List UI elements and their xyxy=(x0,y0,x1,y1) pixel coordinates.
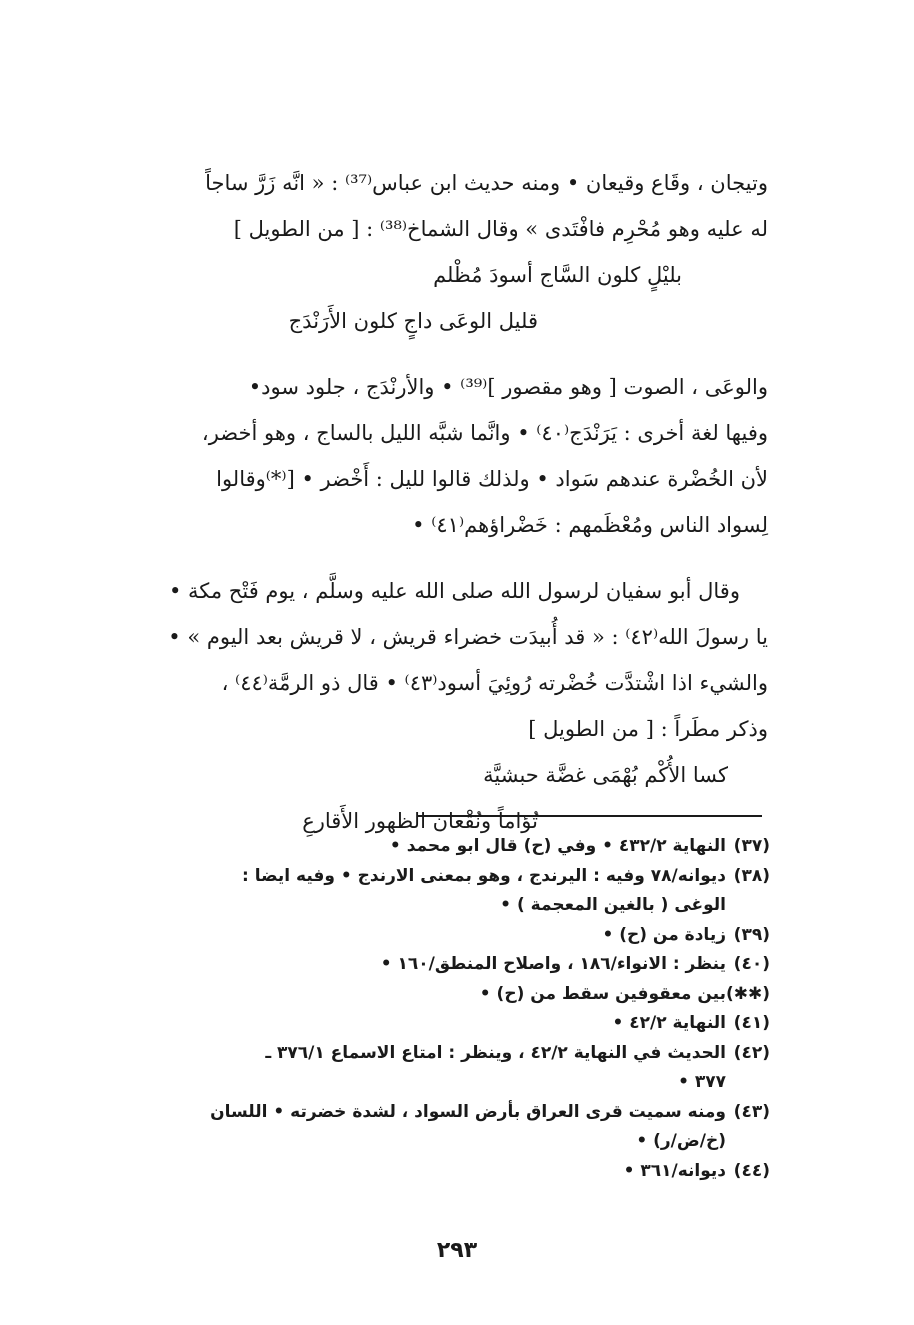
text-line: وفيها لغة أخرى : يَرَنْدَج⁽٤٠⁾ • وانَّما شبَّه الليل بالساج ، وهو أخضر، xyxy=(201,421,768,445)
verse-line: بليْلٍ كلون السَّاج أسودَ مُظْلم xyxy=(433,263,682,287)
text-line: يا رسولَ الله⁽٤٢⁾ : « قد أُبيدَت خضراء قريش ، لا قريش بعد اليوم » • xyxy=(168,625,768,649)
footnote-continuation: (خ/ض/ر) • xyxy=(636,1131,726,1151)
text-line: له عليه وهو مُحْرِم فافْتَدى » وقال الشماخ⁽³⁸⁾ : [ من الطويل ] xyxy=(233,217,768,241)
footnote xyxy=(105,921,770,951)
footnote-number: (٤٠) xyxy=(733,954,770,974)
footnote xyxy=(105,1157,770,1187)
text-line: والشيء اذا اشْتدَّت خُضْرته رُوئِيَ أسود⁽٤٣⁾ • قال ذو الرمَّة⁽٤٤⁾ ، xyxy=(221,671,768,695)
text-line: وذكر مطَراً : [ من الطويل ] xyxy=(528,717,768,741)
text-line: وقال أبو سفيان لرسول الله صلى الله عليه وسلَّم ، يوم فَتْح مكة • xyxy=(168,579,740,603)
text-line: لِسواد الناس ومُعْظَمهم : خَضْراؤهم⁽٤١⁾ • xyxy=(412,513,768,537)
footnotes xyxy=(105,832,770,1186)
footnote-text: ديوانه/٧٨ وفيه : اليرندج ، وهو بمعنى الارندج • وفيه ايضا : xyxy=(242,865,726,886)
footnote-text: ديوانه/٣٦١ • xyxy=(623,1160,726,1181)
footnote xyxy=(105,862,770,892)
footnote-number: (٤١) xyxy=(733,1013,770,1033)
footnote-number: (٣٩) xyxy=(733,924,770,945)
footnote-text: بين معقوفين سقط من (ح) • xyxy=(479,983,726,1004)
text-line: والوعَى ، الصوت [ وهو مقصور ]⁽³⁹⁾ • والأرنْدَج ، جلود سود• xyxy=(248,375,768,399)
footnote-text: ينظر : الانواء/١٨٦ ، واصلاح المنطق/١٦٠ • xyxy=(380,954,726,974)
footnote-number: (٤٤) xyxy=(733,1160,770,1181)
footnote-number: (✱✱) xyxy=(725,983,770,1004)
footnote xyxy=(105,1009,770,1039)
page-number: ٢٩٣ xyxy=(436,1238,478,1263)
footnote-number: (٣٧) xyxy=(733,836,770,856)
verse-line: قليل الوعَى داجٍ كلون الأَرَنْدَج xyxy=(288,309,538,333)
footnote-continuation: الوغى ( بالغين المعجمة ) • xyxy=(500,895,726,915)
footnote-continuation: ٣٧٧ • xyxy=(678,1072,726,1092)
text-line: وتيجان ، وقَاع وقيعان • ومنه حديث ابن عباس⁽³⁷⁾ : « انَّه زَرَّ ساجاً xyxy=(205,171,768,195)
footnote-text: الحديث في النهاية ٤٢/٢ ، وينظر : امتاع الاسماع ٣٧٦/١ ـ xyxy=(265,1042,726,1063)
footnote-number: (٤٣) xyxy=(733,1101,770,1122)
footnote-text: النهاية ٤٣٢/٢ • وفي (ح) قال ابو محمد • xyxy=(389,836,726,856)
footnote xyxy=(105,832,770,862)
footnote-number: (٣٨) xyxy=(733,865,770,886)
verse-line: كسا الأُكْم بُهْمَى غضَّة حبشيَّة xyxy=(483,763,728,787)
verse-line: تُؤاماً ونُقْعان الظهور الأَقارعِ xyxy=(302,809,538,833)
footnote xyxy=(105,950,770,980)
footnote xyxy=(105,1098,770,1128)
footnote xyxy=(105,980,770,1010)
footnote-text: زيادة من (ح) • xyxy=(602,924,726,945)
footnote-text: النهاية ٤٢/٢ • xyxy=(612,1013,726,1033)
main-text xyxy=(100,160,768,844)
footnote-number: (٤٢) xyxy=(733,1042,770,1063)
footnote-text: ومنه سميت قرى العراق بأرض السواد ، لشدة خضرته • اللسان xyxy=(210,1101,726,1122)
text-line: لأن الخُضْرة عندهم سَواد • ولذلك قالوا لليل : أَخْضر • [⁽*⁾وقالوا xyxy=(216,467,768,491)
footnote xyxy=(105,1039,770,1069)
footnote-separator xyxy=(418,815,762,817)
